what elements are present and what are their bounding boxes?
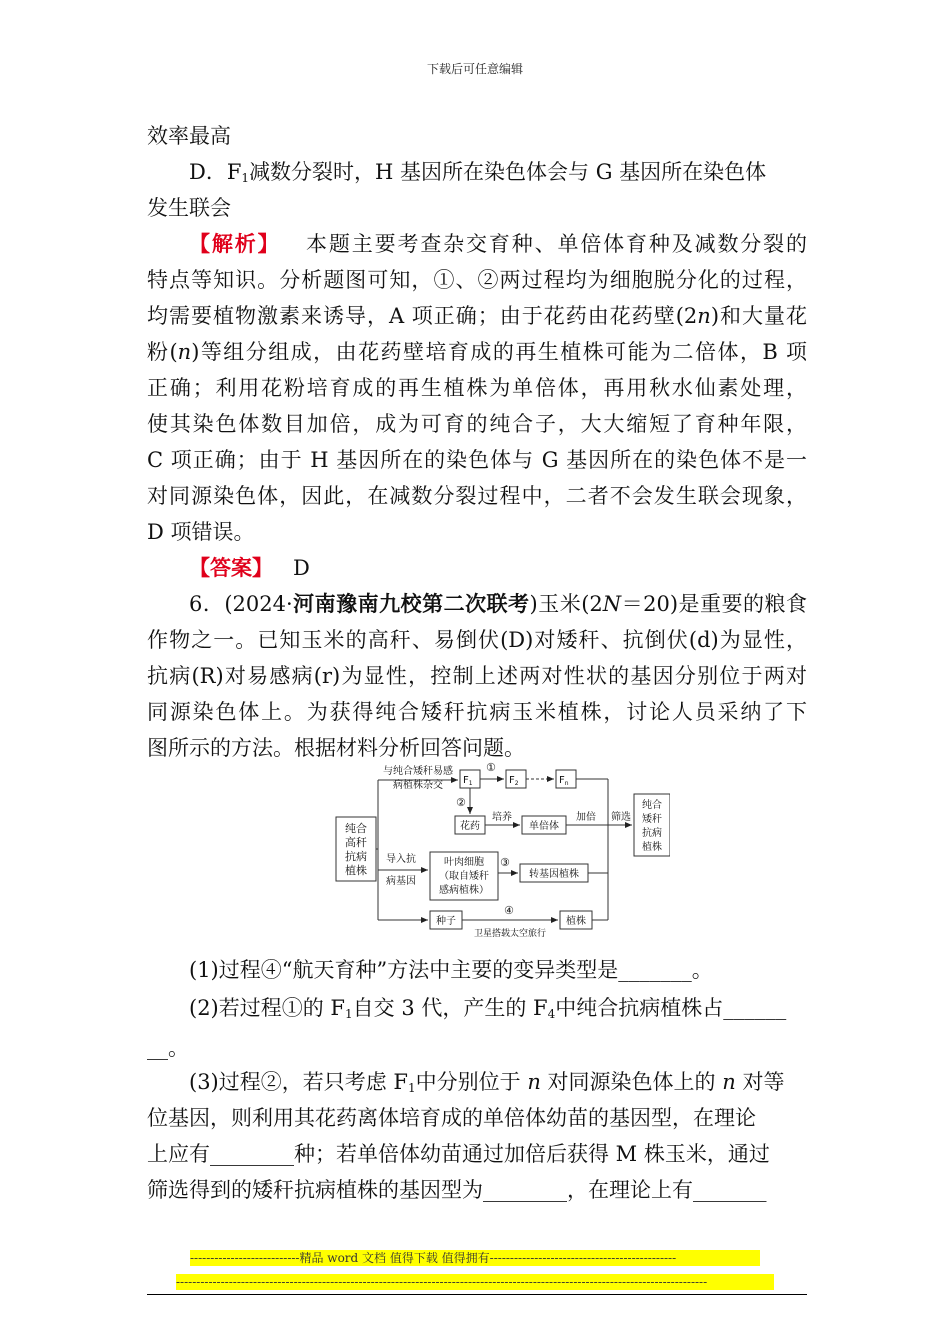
haploid-label: 单倍体 bbox=[529, 821, 559, 832]
footer-dashes: ----------------------------------------------------------------------------------------------------------------------------------- bbox=[176, 1274, 774, 1290]
question-3-line4: 筛选得到的矮秆抗病植株的基因型为________，在理论上有_______ bbox=[147, 1178, 767, 1202]
analysis-line: 使其染色体数目加倍，成为可育的纯合子，大大缩短了育种年限， bbox=[147, 412, 807, 436]
analysis-line: 粉(n)等组分组成，由花药壁培育成的再生植株可能为二倍体，B 项 bbox=[147, 340, 807, 364]
bottom-divider bbox=[147, 1294, 807, 1295]
analysis-line: 特点等知识。分析题图可知，①、②两过程均为细胞脱分化的过程， bbox=[147, 268, 807, 292]
question-1: (1)过程④“航天育种”方法中主要的变异类型是_______。 bbox=[189, 958, 713, 982]
step3-label: ③ bbox=[500, 856, 510, 869]
analysis-line: 对同源染色体，因此，在减数分裂过程中，二者不会发生联会现象， bbox=[147, 484, 807, 508]
step4-label: ④ bbox=[504, 904, 514, 917]
leaf-cell-label: 叶肉细胞（取自矮秆感病植株） bbox=[439, 857, 489, 896]
fn-label: $F_n$ bbox=[559, 775, 569, 787]
question-6-line: 作物之一。已知玉米的高秆、易倒伏(D)对矮秆、抗倒伏(d)为显性， bbox=[147, 628, 807, 652]
f2-label: $F_2$ bbox=[509, 775, 519, 787]
page-header: 下载后可任意编辑 bbox=[426, 62, 523, 76]
start-label: 纯合高秆抗病植株 bbox=[345, 822, 367, 877]
answer-tag: 【答案】 bbox=[189, 555, 273, 580]
cross-label: 与纯合矮秆易感病植株杂交 bbox=[383, 766, 453, 791]
double-label: 加倍 bbox=[576, 812, 596, 823]
text-line: 发生联会 bbox=[147, 196, 231, 220]
question-3-line3: 上应有________种；若单倍体幼苗通过加倍后获得 M 株玉米，通过 bbox=[147, 1142, 770, 1166]
option-d: D．$F_1$减数分裂时，H 基因所在染色体会与 G 基因所在染色体 bbox=[189, 160, 767, 185]
question-6-line: 6．(2024·河南豫南九校第二次联考)玉米(2N＝20)是重要的粮食 bbox=[189, 591, 807, 616]
question-3-line1: (3)过程②，若只考虑 $F_1$中分别位于 n 对同源染色体上的 n 对等 bbox=[189, 1070, 785, 1095]
seed-label: 种子 bbox=[436, 916, 456, 927]
text-line: 效率最高 bbox=[147, 124, 231, 148]
transgenic-label: 转基因植株 bbox=[529, 869, 579, 880]
question-2-line2: __。 bbox=[147, 1036, 189, 1060]
question-6-line: 同源染色体上。为获得纯合矮秆抗病玉米植株，讨论人员采纳了下 bbox=[147, 700, 807, 724]
analysis-tag: 【解析】 bbox=[189, 231, 281, 256]
analysis-line: 【解析】 本题主要考查杂交育种、单倍体育种及减数分裂的 bbox=[189, 231, 807, 256]
step1-label: ① bbox=[486, 762, 496, 774]
analysis-line: 正确；利用花粉培育成的再生植株为单倍体，再用秋水仙素处理， bbox=[147, 376, 807, 400]
analysis-line: 均需要植物激素来诱导，A 项正确；由于花药由花药壁(2n)和大量花 bbox=[147, 304, 807, 328]
answer-line: 【答案】 D bbox=[189, 555, 310, 580]
anther-label: 花药 bbox=[460, 821, 480, 832]
analysis-line: C 项正确；由于 H 基因所在的染色体与 G 基因所在的染色体不是一 bbox=[147, 448, 807, 472]
question-6-line: 抗病(R)对易感病(r)为显性，控制上述两对性状的基因分别位于两对 bbox=[147, 664, 807, 688]
footer-banner: ---------------------------精品 word 文档 值得下载 值得拥有---------------------------------------------- bbox=[190, 1250, 760, 1266]
screen-label: 筛选 bbox=[611, 812, 631, 823]
f1-label: $F_1$ bbox=[463, 775, 473, 787]
culture-label: 培养 bbox=[492, 812, 512, 823]
plant-label: 植株 bbox=[566, 916, 586, 927]
question-2-line1: (2)若过程①的 $F_1$自交 3 代，产生的 $F_4$中纯合抗病植株占______ bbox=[189, 996, 787, 1021]
final-label: 纯合矮秆抗病植株 bbox=[642, 800, 662, 853]
import-label: 导入抗病基因 bbox=[386, 854, 416, 887]
step2-label: ② bbox=[456, 796, 466, 809]
satellite-label: 卫星搭载太空旅行 bbox=[473, 929, 547, 939]
question-6-line: 图所示的方法。根据材料分析回答问题。 bbox=[147, 736, 525, 760]
breeding-diagram bbox=[330, 762, 670, 940]
document-body bbox=[147, 118, 807, 766]
analysis-line: D 项错误。 bbox=[147, 520, 255, 544]
question-3-line2: 位基因，则利用其花药离体培育成的单倍体幼苗的基因型，在理论 bbox=[147, 1106, 756, 1130]
